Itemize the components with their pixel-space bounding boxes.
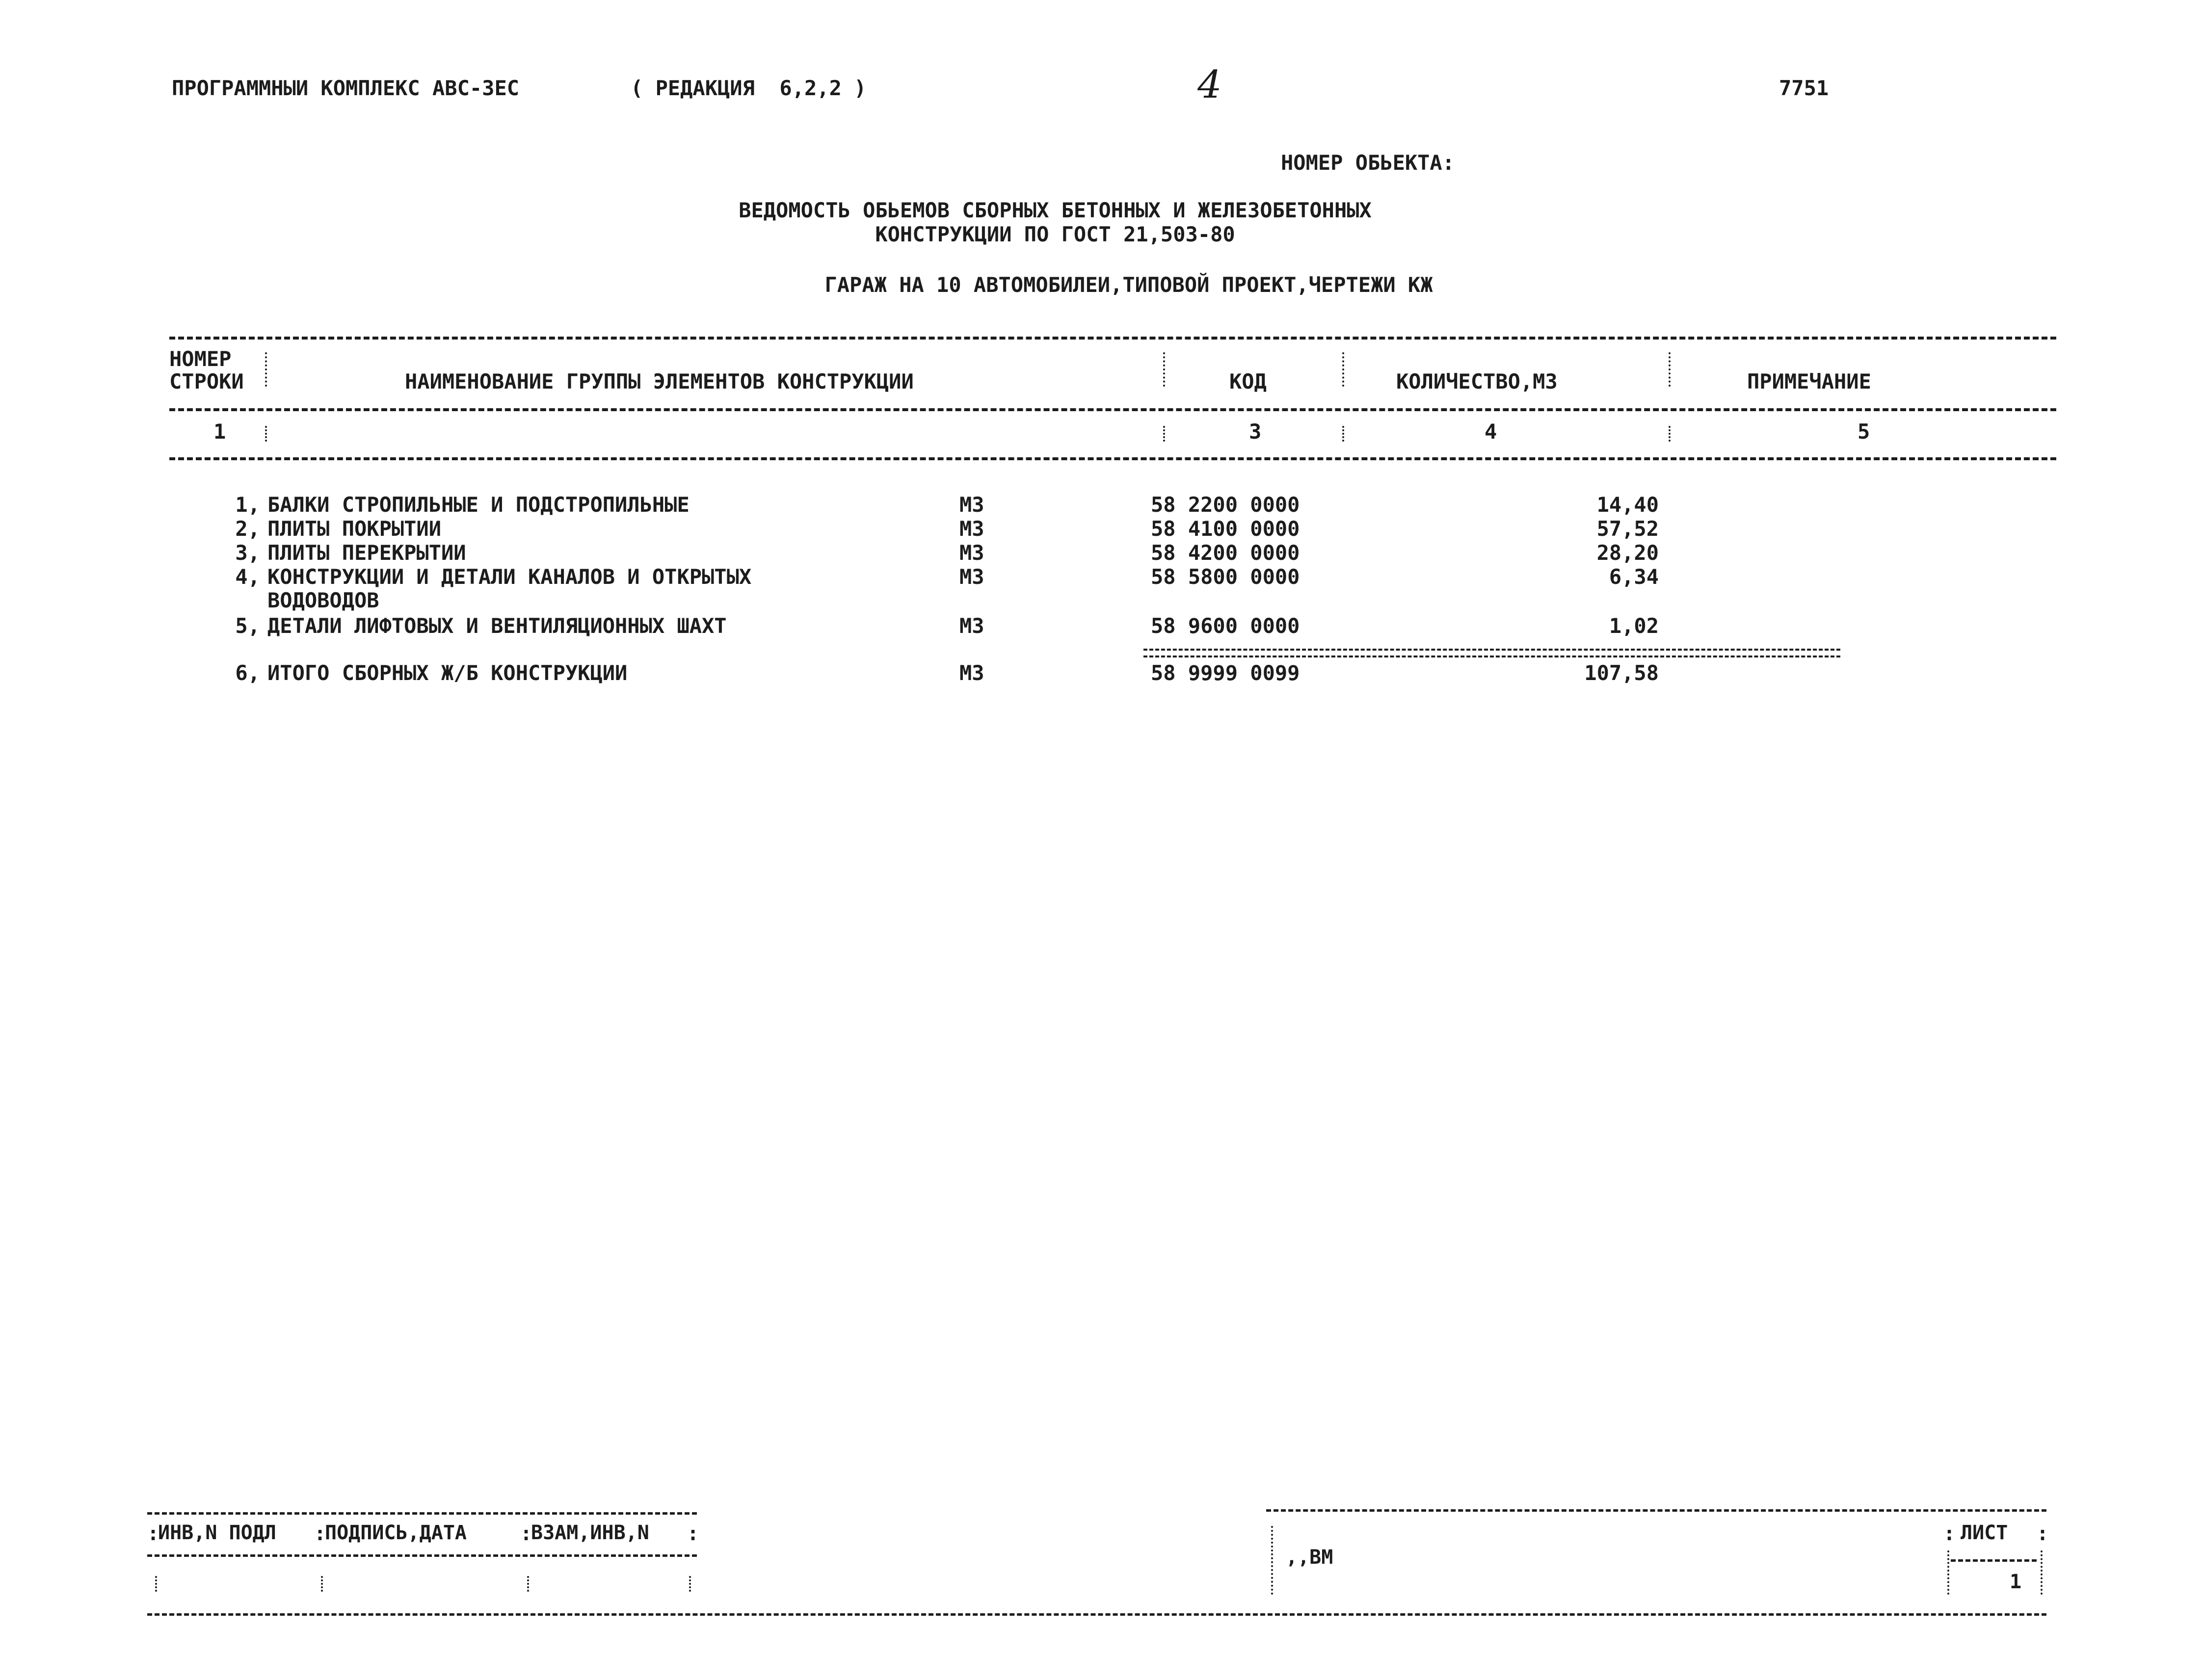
total-code: 58 9999 0099 bbox=[1151, 661, 1300, 685]
row-quantity: 28,20 bbox=[1596, 541, 1659, 565]
total-double-rule bbox=[1143, 649, 1840, 657]
footer-separator bbox=[1947, 1550, 1949, 1595]
row-quantity: 57,52 bbox=[1596, 517, 1659, 541]
footer-separator: : bbox=[147, 1522, 159, 1545]
footer-separator: : bbox=[1943, 1522, 1956, 1545]
header-row-number-line2: СТРОКИ bbox=[169, 369, 244, 394]
row-number: 1, bbox=[235, 493, 260, 517]
footer-separator: : bbox=[520, 1522, 532, 1545]
row-quantity: 1,02 bbox=[1609, 614, 1659, 638]
row-code: 58 2200 0000 bbox=[1151, 493, 1300, 517]
header-name: НАИМЕНОВАНИЕ ГРУППЫ ЭЛЕМЕНТОВ КОНСТРУКЦИИ bbox=[405, 369, 914, 394]
column-number-separator bbox=[1669, 426, 1671, 442]
row-unit: М3 bbox=[959, 565, 984, 589]
object-number-label: НОМЕР ОБЬЕКТА: bbox=[1281, 151, 1455, 175]
column-number-separator bbox=[265, 426, 267, 442]
row-code: 58 4100 0000 bbox=[1151, 517, 1300, 541]
footer-sheet-label: ЛИСТ bbox=[1961, 1522, 2008, 1544]
footer-separator bbox=[155, 1576, 157, 1592]
footer-separator bbox=[689, 1576, 691, 1592]
row-name: БАЛКИ СТРОПИЛЬНЫЕ И ПОДСТРОПИЛЬНЫЕ bbox=[267, 493, 690, 517]
report-title-line1: ВЕДОМОСТЬ ОБЬЕМОВ СБОРНЫХ БЕТОННЫХ И ЖЕЛЕЗОБЕТОННЫХ bbox=[739, 198, 1372, 222]
row-number: 4, bbox=[235, 565, 260, 589]
footer-left-top-rule bbox=[147, 1512, 697, 1515]
document-number: 7751 bbox=[1779, 76, 1829, 100]
row-name-continuation: ВОДОВОДОВ bbox=[267, 588, 379, 612]
footer-separator bbox=[527, 1576, 529, 1592]
footer-right-top-rule bbox=[1266, 1509, 2046, 1512]
total-quantity: 107,58 bbox=[1584, 661, 1659, 685]
program-name: ПРОГРАММНЫИ КОМПЛЕКС АВС-3ЕС bbox=[172, 76, 520, 100]
row-number: 3, bbox=[235, 541, 260, 565]
header-separator bbox=[1342, 352, 1344, 387]
header-row-number-line1: НОМЕР bbox=[169, 347, 232, 371]
row-name: КОНСТРУКЦИИ И ДЕТАЛИ КАНАЛОВ И ОТКРЫТЫХ bbox=[267, 565, 752, 589]
footer-separator: : bbox=[314, 1522, 326, 1545]
column-number-1: 1 bbox=[213, 420, 226, 444]
footer-signature-date: ПОДПИСЬ,ДАТА bbox=[325, 1522, 467, 1544]
table-top-rule bbox=[169, 337, 2056, 340]
footer-separator bbox=[321, 1576, 323, 1592]
footer-sheet-rule bbox=[1951, 1559, 2037, 1562]
row-quantity: 6,34 bbox=[1609, 565, 1659, 589]
report-subtitle: ГАРАЖ НА 10 АВТОМОБИЛЕИ,ТИПОВОЙ ПРОЕКТ,ЧЕРТЕЖИ КЖ bbox=[824, 273, 1433, 297]
footer-separator bbox=[2041, 1550, 2043, 1595]
row-unit: М3 bbox=[959, 614, 984, 638]
footer-replacement-inv: ВЗАМ,ИНВ,N bbox=[531, 1522, 649, 1544]
column-numbers-bottom-rule bbox=[169, 457, 2056, 460]
footer-inv-number: ИНВ,N ПОДЛ bbox=[158, 1522, 276, 1544]
footer-bottom-rule bbox=[147, 1613, 2046, 1616]
row-quantity: 14,40 bbox=[1596, 493, 1659, 517]
total-unit: М3 bbox=[959, 661, 984, 685]
header-quantity: КОЛИЧЕСТВО,М3 bbox=[1396, 369, 1558, 394]
row-unit: М3 bbox=[959, 517, 984, 541]
row-unit: М3 bbox=[959, 541, 984, 565]
row-code: 58 9600 0000 bbox=[1151, 614, 1300, 638]
row-number: 2, bbox=[235, 517, 260, 541]
footer-vm-label: ,,ВМ bbox=[1286, 1546, 1333, 1569]
header-separator bbox=[265, 352, 267, 387]
header-separator bbox=[1669, 352, 1671, 387]
footer-left-mid-rule bbox=[147, 1554, 697, 1557]
footer-separator: : bbox=[2037, 1522, 2049, 1545]
header-note: ПРИМЕЧАНИЕ bbox=[1747, 369, 1871, 394]
handwritten-page-number: 4 bbox=[1197, 63, 1222, 107]
footer-sheet-number: 1 bbox=[2010, 1571, 2022, 1593]
header-code: КОД bbox=[1229, 369, 1267, 394]
footer-separator: : bbox=[687, 1522, 699, 1545]
total-number: 6, bbox=[235, 661, 260, 685]
row-name: ДЕТАЛИ ЛИФТОВЫХ И ВЕНТИЛЯЦИОННЫХ ШАХТ bbox=[267, 614, 727, 638]
program-edition: ( РЕДАКЦИЯ 6,2,2 ) bbox=[631, 76, 867, 100]
column-number-3: 3 bbox=[1249, 420, 1262, 444]
column-number-separator bbox=[1163, 426, 1165, 442]
footer-separator bbox=[1271, 1526, 1273, 1595]
row-code: 58 4200 0000 bbox=[1151, 541, 1300, 565]
row-code: 58 5800 0000 bbox=[1151, 565, 1300, 589]
row-name: ПЛИТЫ ПОКРЫТИИ bbox=[267, 517, 442, 541]
total-name: ИТОГО СБОРНЫХ Ж/Б КОНСТРУКЦИИ bbox=[267, 661, 628, 685]
row-name: ПЛИТЫ ПЕРЕКРЫТИИ bbox=[267, 541, 466, 565]
column-number-4: 4 bbox=[1485, 420, 1497, 444]
report-title-line2: КОНСТРУКЦИИ ПО ГОСТ 21,503-80 bbox=[875, 222, 1235, 246]
column-number-separator bbox=[1342, 426, 1344, 442]
header-bottom-rule bbox=[169, 408, 2056, 411]
row-unit: М3 bbox=[959, 493, 984, 517]
column-number-5: 5 bbox=[1858, 420, 1870, 444]
row-number: 5, bbox=[235, 614, 260, 638]
header-separator bbox=[1163, 352, 1165, 387]
